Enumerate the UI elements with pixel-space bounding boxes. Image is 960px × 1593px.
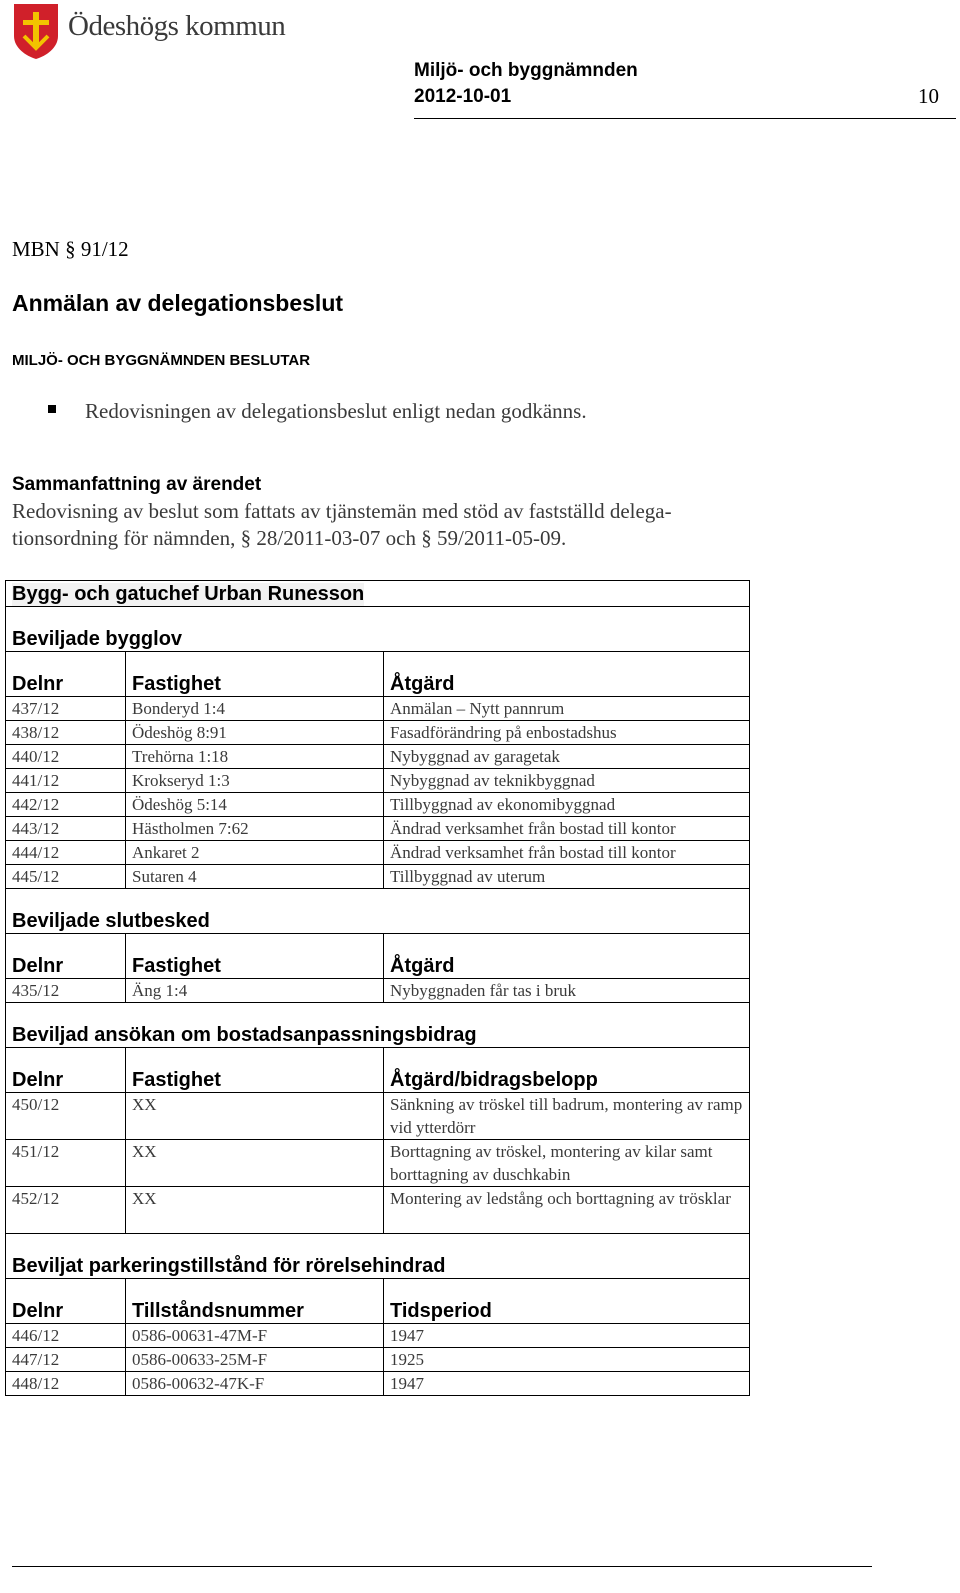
column-header: Delnr — [6, 652, 126, 697]
table-row — [6, 1372, 750, 1396]
bullet-icon — [48, 405, 56, 413]
summary-line: tionsordning för nämnden, § 28/2011-03-07 och § 59/2011-05-09. — [12, 526, 567, 550]
cell-property: Bonderyd 1:4 — [126, 697, 384, 721]
cell-action: Nybyggnad av teknikbyggnad — [384, 769, 750, 793]
cell-delnr: 451/12 — [6, 1140, 126, 1187]
column-header: Fastighet — [126, 652, 384, 697]
committee-name: Miljö- och byggnämnden — [414, 60, 638, 81]
cell-delnr: 446/12 — [6, 1324, 126, 1348]
page-number: 10 — [918, 84, 939, 108]
cell-delnr: 444/12 — [6, 841, 126, 865]
section-title: Beviljad ansökan om bostadsanpassningsbidrag — [6, 1003, 750, 1048]
cell-action: Ändrad verksamhet från bostad till kontor — [384, 841, 750, 865]
cell-period: 1925 — [384, 1348, 750, 1372]
table-row — [6, 793, 750, 817]
table-row — [6, 721, 750, 745]
cell-action: Tillbyggnad av ekonomibyggnad — [384, 793, 750, 817]
case-reference: MBN § 91/12 — [12, 237, 129, 261]
cell-property: XX — [126, 1093, 384, 1140]
section-title: Beviljat parkeringstillstånd för rörelsehindrad — [6, 1234, 750, 1279]
table-row — [6, 769, 750, 793]
cell-action: Sänkning av tröskel till badrum, montering av ramp vid ytterdörr — [384, 1093, 750, 1140]
cell-action: Nybyggnad av garagetak — [384, 745, 750, 769]
cell-delnr: 445/12 — [6, 865, 126, 889]
header-divider — [414, 118, 956, 119]
cell-permit-number: 0586-00632-47K-F — [126, 1372, 384, 1396]
cell-property: Ankaret 2 — [126, 841, 384, 865]
table-row — [6, 1187, 750, 1234]
cell-action: Tillbyggnad av uterum — [384, 865, 750, 889]
cell-delnr: 452/12 — [6, 1187, 126, 1234]
column-header: Tidsperiod — [384, 1279, 750, 1324]
cell-delnr: 450/12 — [6, 1093, 126, 1140]
cell-delnr: 447/12 — [6, 1348, 126, 1372]
cell-delnr: 443/12 — [6, 817, 126, 841]
cell-permit-number: 0586-00631-47M-F — [126, 1324, 384, 1348]
decision-heading: MILJÖ- OCH BYGGNÄMNDEN BESLUTAR — [12, 352, 311, 369]
cell-property: Trehörna 1:18 — [126, 745, 384, 769]
column-header: Tillståndsnummer — [126, 1279, 384, 1324]
table-row — [6, 697, 750, 721]
table-row — [6, 745, 750, 769]
column-header: Delnr — [6, 1048, 126, 1093]
cell-delnr: 442/12 — [6, 793, 126, 817]
cell-period: 1947 — [384, 1324, 750, 1348]
column-header: Åtgärd — [384, 934, 750, 979]
cell-delnr: 437/12 — [6, 697, 126, 721]
decision-text: Redovisningen av delegationsbeslut enligt nedan godkänns. — [85, 399, 587, 423]
cell-property: Sutaren 4 — [126, 865, 384, 889]
cell-property: Ödeshög 8:91 — [126, 721, 384, 745]
table-row — [6, 865, 750, 889]
cell-delnr: 440/12 — [6, 745, 126, 769]
summary-heading: Sammanfattning av ärendet — [12, 474, 262, 495]
column-header: Fastighet — [126, 1048, 384, 1093]
cell-delnr: 441/12 — [6, 769, 126, 793]
cell-property: XX — [126, 1140, 384, 1187]
footer-divider — [12, 1566, 872, 1567]
cell-property: Äng 1:4 — [126, 979, 384, 1003]
cell-action: Fasadförändring på enbostadshus — [384, 721, 750, 745]
table-row — [6, 1093, 750, 1140]
column-header: Åtgärd — [384, 652, 750, 697]
cell-delnr: 438/12 — [6, 721, 126, 745]
table-row — [6, 1348, 750, 1372]
cell-action: Borttagning av tröskel, montering av kilar samt borttagning av duschkabin — [384, 1140, 750, 1187]
cell-property: XX — [126, 1187, 384, 1234]
cell-permit-number: 0586-00633-25M-F — [126, 1348, 384, 1372]
cell-property: Hästholmen 7:62 — [126, 817, 384, 841]
official-heading — [6, 581, 750, 607]
column-header: Delnr — [6, 934, 126, 979]
table-row — [6, 1140, 750, 1187]
column-header: Delnr — [6, 1279, 126, 1324]
column-header: Åtgärd/bidragsbelopp — [384, 1048, 750, 1093]
cell-period: 1947 — [384, 1372, 750, 1396]
summary-text — [12, 498, 772, 552]
summary-line: Redovisning av beslut som fattats av tjänstemän med stöd av fastställd delega- — [12, 499, 672, 523]
section-title: Beviljade slutbesked — [6, 889, 750, 934]
cell-action: Ändrad verksamhet från bostad till kontor — [384, 817, 750, 841]
table-row — [6, 979, 750, 1003]
section-title: Beviljade bygglov — [6, 607, 750, 652]
meeting-date: 2012-10-01 — [414, 86, 512, 107]
cell-action: Montering av ledstång och borttagning av trösklar — [384, 1187, 750, 1234]
table-row — [6, 841, 750, 865]
municipality-crest-icon — [12, 2, 60, 60]
org-name: Ödeshögs kommun — [68, 10, 286, 42]
cell-property: Krokseryd 1:3 — [126, 769, 384, 793]
column-header: Fastighet — [126, 934, 384, 979]
page-title: Anmälan av delegationsbeslut — [12, 290, 344, 316]
table-row — [6, 817, 750, 841]
cell-action: Nybyggnaden får tas i bruk — [384, 979, 750, 1003]
cell-property: Ödeshög 5:14 — [126, 793, 384, 817]
official-name: Bygg- och gatuchef Urban Runesson — [12, 583, 365, 605]
cell-delnr: 448/12 — [6, 1372, 126, 1396]
table-row — [6, 1324, 750, 1348]
cell-action: Anmälan – Nytt pannrum — [384, 697, 750, 721]
delegation-table — [5, 580, 749, 1396]
cell-delnr: 435/12 — [6, 979, 126, 1003]
